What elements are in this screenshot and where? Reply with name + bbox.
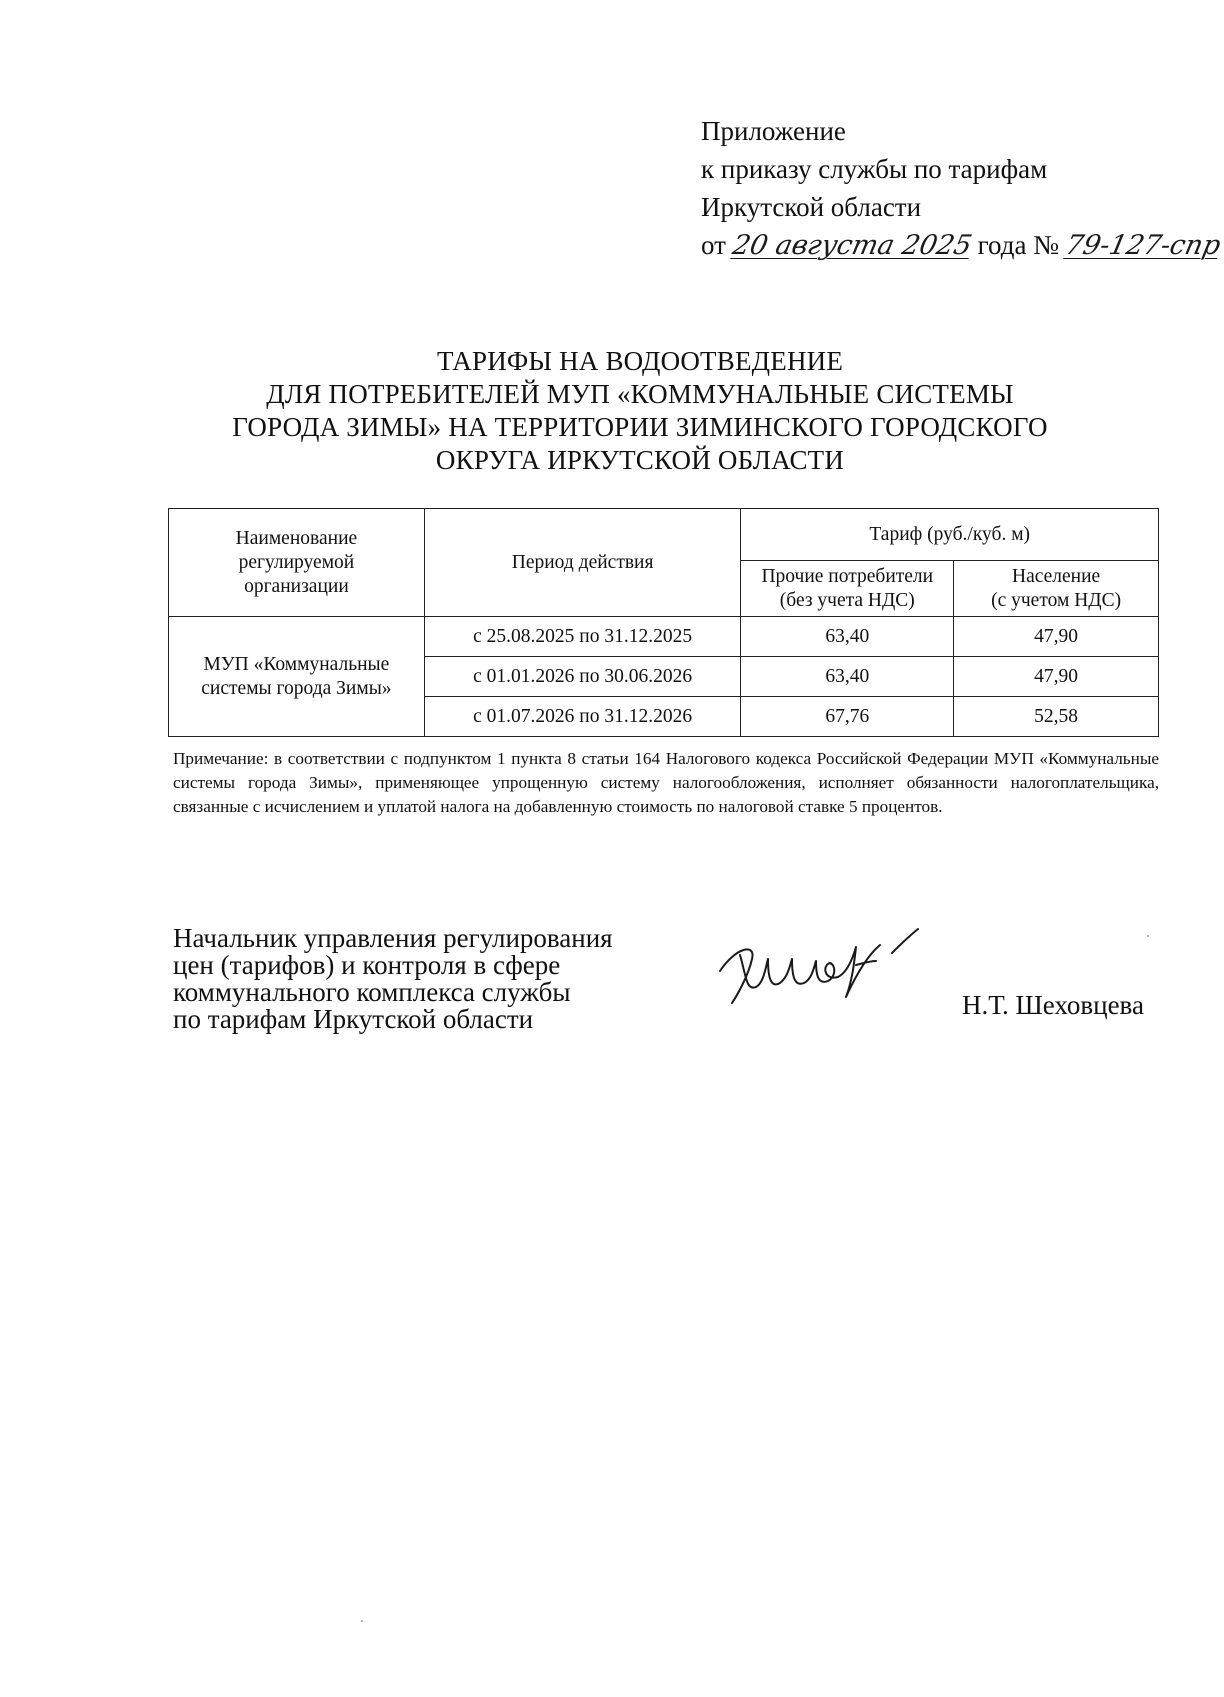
title-line-3: ГОРОДА ЗИМЫ» НА ТЕРРИТОРИИ ЗИМИНСКОГО ГОРОДСКОГО: [232, 412, 1048, 442]
header-population-line-2: (с учетом НДС): [991, 589, 1122, 611]
title-line-1: ТАРИФЫ НА ВОДООТВЕДЕНИЕ: [436, 346, 844, 376]
handwritten-date: 20 августа 2025: [729, 230, 975, 261]
role-line-3: коммунального комплекса службы: [173, 977, 571, 1007]
table-header-row: [169, 509, 1159, 561]
signatory-position: [173, 925, 613, 1033]
appendix-line-2: к приказу службы по тарифам: [701, 154, 1048, 184]
title-line-4: ОКРУГА ИРКУТСКОЙ ОБЛАСТИ: [435, 445, 845, 475]
date-middle: года №: [977, 230, 1059, 260]
document-title: [200, 345, 1080, 477]
appendix-line-3: Иркутской области: [701, 192, 922, 222]
organization-line-1: МУП «Коммунальные: [203, 653, 390, 675]
period-cell: с 25.08.2025 по 31.12.2025: [424, 617, 741, 657]
population-tariff-cell: 47,90: [954, 617, 1159, 657]
header-other-line-2: (без учета НДС): [779, 589, 915, 611]
table-row: [169, 617, 1159, 657]
title-line-2: ДЛЯ ПОТРЕБИТЕЛЕЙ МУП «КОММУНАЛЬНЫЕ СИСТЕМЫ: [266, 379, 1014, 409]
role-line-2: цен (тарифов) и контроля в сфере: [173, 950, 561, 980]
period-cell: с 01.07.2026 по 31.12.2026: [424, 697, 741, 737]
scan-speck: [361, 1620, 363, 1622]
other-tariff-cell: 67,76: [741, 697, 954, 737]
organization-line-2: системы города Зимы»: [201, 677, 392, 699]
role-line-4: по тарифам Иркутской области: [173, 1004, 534, 1034]
header-tariff: Тариф (руб./куб. м): [741, 509, 1159, 561]
date-prefix: от: [701, 230, 726, 260]
tariff-table: [168, 508, 1159, 737]
appendix-line-1: Приложение: [701, 116, 846, 146]
signatory-name: Н.Т. Шеховцева: [962, 990, 1144, 1020]
role-line-1: Начальник управления регулирования: [173, 923, 613, 953]
scan-speck: [1147, 935, 1149, 937]
header-population: [954, 561, 1159, 617]
appendix-date-line: [701, 226, 1224, 265]
header-organization: Наименование регулируемой организации: [169, 509, 425, 617]
header-population-line-1: Население: [1011, 565, 1101, 587]
handwritten-order-number: 79-127-спр: [1062, 230, 1224, 261]
header-other-line-1: Прочие потребители: [761, 565, 934, 587]
header-other-consumers: [741, 561, 954, 617]
header-period: Период действия: [424, 509, 741, 617]
appendix-header: [701, 112, 1224, 265]
population-tariff-cell: 52,58: [954, 697, 1159, 737]
organization-cell: [169, 617, 425, 737]
period-cell: с 01.01.2026 по 30.06.2026: [424, 657, 741, 697]
handwritten-signature: [706, 925, 946, 1025]
other-tariff-cell: 63,40: [741, 657, 954, 697]
population-tariff-cell: 47,90: [954, 657, 1159, 697]
tax-note: Примечание: в соответствии с подпунктом 1 пункта 8 статьи 164 Налогового кодекса Российской Федерации МУП «Коммунальные системы города Зимы», применяющее упрощенную систему налогообложения, исполняет обязанности налогоплательщика, связанные с исчислением и уплатой налога на добавленную стоимость по налоговой ставке 5 процентов.: [173, 749, 1159, 816]
other-tariff-cell: 63,40: [741, 617, 954, 657]
